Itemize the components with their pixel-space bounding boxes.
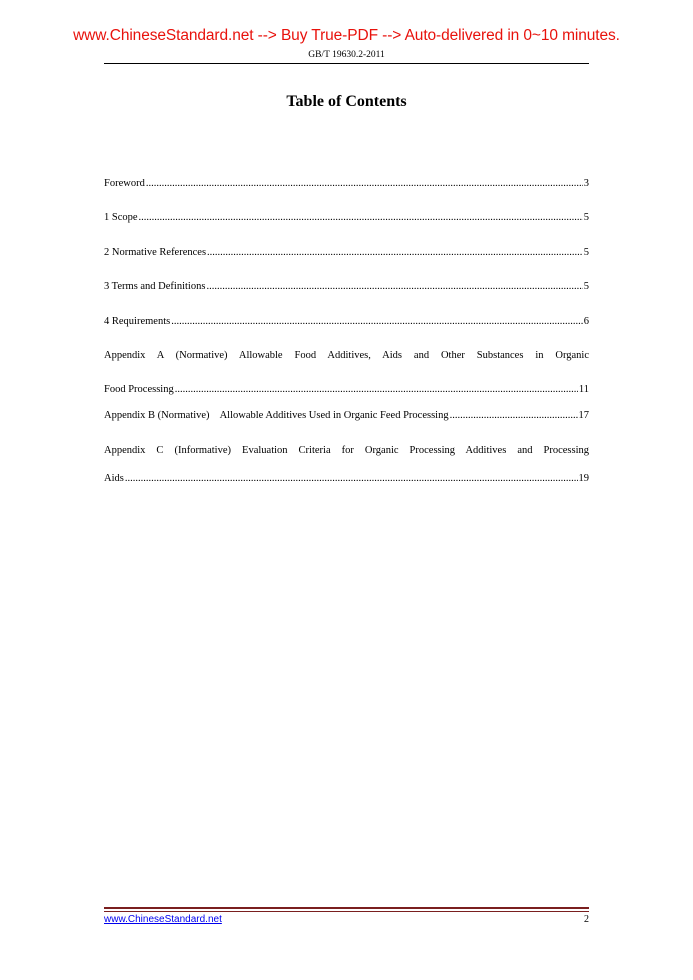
toc-entry-title-line2: Food Processing <box>104 384 174 395</box>
dot-leader <box>450 409 578 423</box>
toc-entry-title: 4 Requirements <box>104 316 171 327</box>
dot-leader <box>146 177 583 191</box>
toc-page-number: 11 <box>578 384 589 395</box>
header-rule <box>104 63 589 64</box>
dot-leader <box>171 315 583 329</box>
footer-rule-thin <box>104 911 589 912</box>
dot-leader <box>206 280 582 294</box>
standard-code: GB/T 19630.2-2011 <box>308 50 385 60</box>
toc-appendix-title: Evaluation Criteria for Organic Processing Additives and Processing <box>242 445 589 456</box>
dot-leader <box>175 383 578 397</box>
toc-entry-title: 2 Normative References <box>104 247 207 258</box>
toc-entry-appendix-c[interactable] <box>104 444 589 486</box>
toc-entry-title: 3 Terms and Definitions <box>104 281 206 292</box>
toc-appendix-label: Appendix A (Normative) <box>104 350 228 361</box>
toc-entry-appendix-a[interactable] <box>104 349 589 397</box>
toc-entry-title: 1 Scope <box>104 212 138 223</box>
dot-leader <box>207 246 583 260</box>
toc-page-number: 3 <box>583 178 589 189</box>
toc-page-number: 5 <box>583 212 589 223</box>
toc-entry-scope[interactable] <box>104 211 589 225</box>
toc-entry-appendix-b[interactable] <box>104 409 589 423</box>
toc-entry-title-line1 <box>104 444 589 458</box>
toc-entry-terms-definitions[interactable] <box>104 280 589 294</box>
toc-page-number: 17 <box>578 410 589 421</box>
toc-entry-foreword[interactable] <box>104 177 589 191</box>
toc-appendix-title: Allowable Additives Used in Organic Feed Processing <box>219 410 449 421</box>
toc-page-number: 5 <box>583 247 589 258</box>
dot-leader <box>139 211 583 225</box>
toc-page-number: 19 <box>578 473 589 484</box>
footer-rule-thick <box>104 907 589 909</box>
toc-entry-requirements[interactable] <box>104 315 589 329</box>
toc-page-number: 5 <box>583 281 589 292</box>
toc-page-number: 6 <box>583 316 589 327</box>
toc-entry-title: Foreword <box>104 178 145 189</box>
toc-appendix-title: Allowable Food Additives, Aids and Other Substances in Organic <box>238 350 590 361</box>
toc-entry-normative-references[interactable] <box>104 246 589 260</box>
toc-appendix-label: Appendix B (Normative) <box>104 410 210 421</box>
footer-website-link[interactable]: www.ChineseStandard.net <box>104 914 222 925</box>
toc-entry-title-line2: Aids <box>104 473 124 484</box>
toc-entry-title-line1 <box>104 349 589 363</box>
promo-banner[interactable]: www.ChineseStandard.net --> Buy True-PDF --> Auto-delivered in 0~10 minutes. <box>73 27 620 44</box>
footer-page-number: 2 <box>584 914 589 925</box>
dot-leader <box>125 472 578 486</box>
page-title: Table of Contents <box>286 93 407 110</box>
toc-appendix-label: Appendix C (Informative) <box>104 445 232 456</box>
